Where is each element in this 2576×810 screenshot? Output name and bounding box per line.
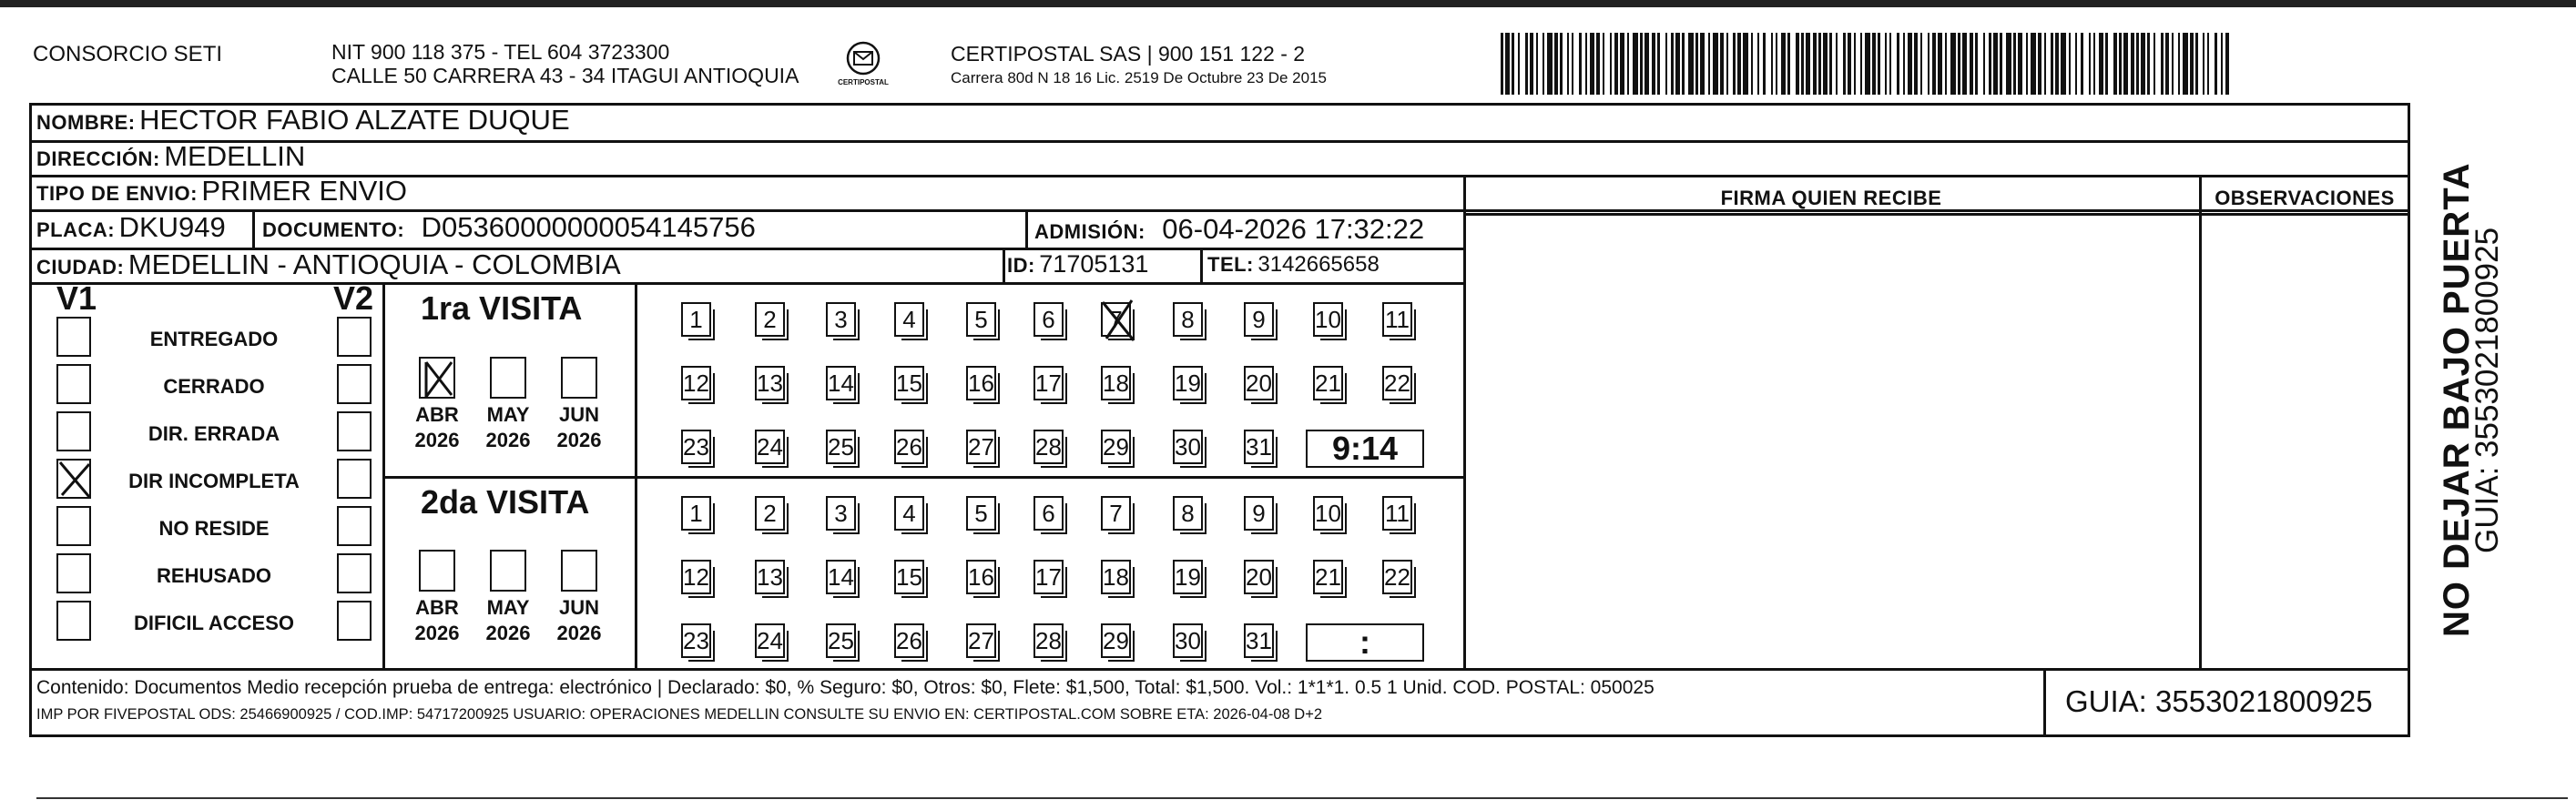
visit1-day-11[interactable]: 11 [1382, 302, 1412, 337]
visit2-month-name-0: ABR [415, 596, 459, 619]
visit1-day-25[interactable]: 25 [826, 430, 856, 464]
visit1-title: 1ra VISITA [421, 289, 583, 327]
status-label-2: DIR. ERRADA [148, 422, 280, 445]
visit2-day-16[interactable]: 16 [966, 560, 996, 594]
visit1-day-15[interactable]: 15 [894, 366, 924, 400]
obs-left-line [2199, 175, 2202, 671]
visit2-day-27[interactable]: 27 [966, 623, 996, 658]
visit1-month-name-0: ABR [415, 403, 459, 426]
visit2-day-23[interactable]: 23 [681, 623, 711, 658]
documento-label: DOCUMENTO: [262, 218, 405, 241]
status-label-5: REHUSADO [157, 564, 271, 587]
status-label-1: CERRADO [163, 375, 265, 398]
v1-checkbox-0[interactable] [56, 317, 91, 357]
v1-checkbox-2[interactable] [56, 411, 91, 451]
admision-label: ADMISIÓN: [1034, 220, 1145, 243]
ciudad-value: MEDELLIN - ANTIOQUIA - COLOMBIA [127, 248, 621, 280]
visit1-day-9[interactable]: 9 [1244, 302, 1274, 337]
v1-checkbox-4[interactable] [56, 506, 91, 546]
visit2-day-18[interactable]: 18 [1101, 560, 1131, 594]
direccion-value: MEDELLIN [164, 140, 306, 172]
visit2-day-15[interactable]: 15 [894, 560, 924, 594]
visit2-month-box-2[interactable] [561, 550, 597, 592]
row-line-5 [29, 282, 1464, 285]
status-label-0: ENTREGADO [149, 328, 279, 350]
visit2-day-31[interactable]: 31 [1244, 623, 1274, 658]
visit2-day-12[interactable]: 12 [681, 560, 711, 594]
v2-checkbox-5[interactable] [337, 553, 372, 593]
visit2-title: 2da VISITA [421, 483, 590, 521]
visit2-day-1[interactable]: 1 [681, 496, 711, 531]
documento-row [262, 211, 756, 244]
courier-line: CERTIPOSTAL SAS | 900 151 122 - 2 [951, 42, 1306, 66]
visit2-month-name-1: MAY [486, 596, 530, 619]
status-sep [382, 282, 385, 668]
tel-sep [1200, 248, 1203, 282]
visit1-day-27[interactable]: 27 [966, 430, 996, 464]
barcode-icon [1501, 33, 2229, 95]
visit1-month-box-1[interactable] [490, 357, 526, 399]
visit2-day-8[interactable]: 8 [1173, 496, 1203, 531]
visit1-day-20[interactable]: 20 [1244, 366, 1274, 400]
visit2-day-4[interactable]: 4 [894, 496, 924, 531]
id-row [1007, 250, 1148, 278]
admision-value: 06-04-2026 17:32:22 [1162, 213, 1425, 245]
visit2-month-year-0: 2026 [414, 622, 460, 644]
visit1-day-21[interactable]: 21 [1313, 366, 1343, 400]
visit1-day-17[interactable]: 17 [1033, 366, 1064, 400]
visit2-day-28[interactable]: 28 [1033, 623, 1064, 658]
visit1-day-26[interactable]: 26 [894, 430, 924, 464]
visit1-month-year-1: 2026 [485, 429, 531, 451]
tipo-row [36, 175, 407, 208]
observaciones-label: OBSERVACIONES [2215, 187, 2395, 209]
ciudad-label: CIUDAD: [36, 256, 125, 278]
visit1-day-14[interactable]: 14 [826, 366, 856, 400]
side-guia: GUIA: 3553021800925 [2469, 227, 2505, 553]
direccion-row [36, 140, 305, 173]
visit1-day-31[interactable]: 31 [1244, 430, 1274, 464]
status-label-6: DIFICIL ACCESO [133, 612, 294, 634]
firma-label: FIRMA QUIEN RECIBE [1720, 187, 1942, 209]
visit2-day-29[interactable]: 29 [1101, 623, 1131, 658]
frame-left [29, 103, 32, 737]
visit1-day-5[interactable]: 5 [966, 302, 996, 337]
frame-right [2408, 103, 2410, 737]
visit1-day-23[interactable]: 23 [681, 430, 711, 464]
v2-checkbox-2[interactable] [337, 411, 372, 451]
frame-bottom [29, 734, 2410, 737]
visit1-day-6[interactable]: 6 [1033, 302, 1064, 337]
tel-label: TEL: [1207, 253, 1254, 276]
visit1-day-24[interactable]: 24 [755, 430, 785, 464]
visit1-day-8[interactable]: 8 [1173, 302, 1203, 337]
company-name: CONSORCIO SETI [33, 42, 223, 66]
visit1-day-28[interactable]: 28 [1033, 430, 1064, 464]
visit2-time-box[interactable]: : [1306, 623, 1424, 662]
v1-checkbox-6[interactable] [56, 601, 91, 641]
visit1-day-12[interactable]: 12 [681, 366, 711, 400]
row-line-1 [29, 140, 2410, 143]
side-warning: NO DEJAR BAJO PUERTA [2437, 162, 2477, 637]
visit2-day-11[interactable]: 11 [1382, 496, 1412, 531]
visit1-day-22[interactable]: 22 [1382, 366, 1412, 400]
ciudad-row [36, 248, 621, 281]
visit1-day-13[interactable]: 13 [755, 366, 785, 400]
nit-line: NIT 900 118 375 - TEL 604 3723300 [331, 40, 670, 64]
nombre-row [36, 104, 570, 137]
visit2-day-21[interactable]: 21 [1313, 560, 1343, 594]
visit1-month-year-2: 2026 [556, 429, 602, 451]
visit2-day-17[interactable]: 17 [1033, 560, 1064, 594]
visit1-day-2[interactable]: 2 [755, 302, 785, 337]
v2-checkbox-3[interactable] [337, 459, 372, 499]
admision-sep [1025, 209, 1028, 248]
visit-sep [382, 476, 1463, 479]
visit1-day-4[interactable]: 4 [894, 302, 924, 337]
visit1-month-year-0: 2026 [414, 429, 460, 451]
visit1-day-18[interactable]: 18 [1101, 366, 1131, 400]
visit2-day-9[interactable]: 9 [1244, 496, 1274, 531]
admision-row [1034, 213, 1424, 246]
visit2-month-box-0[interactable] [419, 550, 455, 592]
visit2-day-26[interactable]: 26 [894, 623, 924, 658]
address-line: CALLE 50 CARRERA 43 - 34 ITAGUI ANTIOQUIA [331, 64, 799, 87]
visit1-day-3[interactable]: 3 [826, 302, 856, 337]
imp-text: IMP POR FIVEPOSTAL ODS: 25466900925 / COD.IMP: 54717200925 USUARIO: OPERACIONES MEDELLIN CONSULTE SU ENVIO EN: CERTIPOSTAL.COM SOBRE ETA: 2026-04-08 D+2 [36, 706, 1323, 723]
certipostal-logo [836, 38, 891, 93]
logo-text: CERTIPOSTAL [838, 78, 889, 86]
firma-header-line [1463, 213, 2410, 216]
id-value: 71705131 [1039, 250, 1149, 278]
visit2-month-year-2: 2026 [556, 622, 602, 644]
visit1-day-1[interactable]: 1 [681, 302, 711, 337]
visit1-month-name-2: JUN [558, 403, 599, 426]
visit2-day-19[interactable]: 19 [1173, 560, 1203, 594]
visit1-time-box[interactable]: 9:14 [1306, 430, 1424, 468]
visit2-day-2[interactable]: 2 [755, 496, 785, 531]
top-border [0, 0, 2576, 7]
bottom-edge-line [36, 797, 2568, 799]
placa-row [36, 211, 226, 244]
nombre-value: HECTOR FABIO ALZATE DUQUE [139, 104, 570, 136]
footer-guia-sep [2043, 668, 2046, 737]
placa-label: PLACA: [36, 218, 116, 241]
id-sep [1003, 248, 1005, 282]
v2-checkbox-6[interactable] [337, 601, 372, 641]
placa-doc-sep [252, 209, 255, 248]
v1-label: V1 [56, 279, 97, 317]
x-mark-icon [55, 457, 95, 502]
v1-checkbox-5[interactable] [56, 553, 91, 593]
visit2-day-20[interactable]: 20 [1244, 560, 1274, 594]
v2-checkbox-0[interactable] [337, 317, 372, 357]
v2-checkbox-4[interactable] [337, 506, 372, 546]
contenido-text: Contenido: Documentos Medio recepción prueba de entrega: electrónico | Declarado: $0, % Seguro: $0, Otros: $0, Flete: $1,500, Total: $1,500. Vol.: 1*1*1. 0.5 1 Unid. COD. POSTAL: 050025 [36, 677, 1655, 698]
visit2-day-13[interactable]: 13 [755, 560, 785, 594]
visit2-month-name-2: JUN [558, 596, 599, 619]
visit1-day-7[interactable]: 7 [1101, 302, 1131, 337]
visit1-day-30[interactable]: 30 [1173, 430, 1203, 464]
barcode [1501, 33, 2229, 95]
visit1-month-name-1: MAY [486, 403, 530, 426]
visit1-day-29[interactable]: 29 [1101, 430, 1131, 464]
visit1-day-10[interactable]: 10 [1313, 302, 1343, 337]
courier-sub: Carrera 80d N 18 16 Lic. 2519 De Octubre 23 De 2015 [951, 69, 1327, 86]
footer-guia: GUIA: 3553021800925 [2065, 684, 2373, 718]
tipo-value: PRIMER ENVIO [201, 175, 408, 207]
visit1-month-box-2[interactable] [561, 357, 597, 399]
v2-checkbox-1[interactable] [337, 364, 372, 404]
status-label-3: DIR INCOMPLETA [128, 470, 300, 492]
tipo-label: TIPO DE ENVIO: [36, 182, 198, 205]
v1-checkbox-3[interactable] [56, 459, 91, 499]
tel-value: 3142665658 [1257, 252, 1380, 277]
x-mark-icon [419, 357, 459, 402]
visit2-month-year-1: 2026 [485, 622, 531, 644]
row-line-6 [29, 668, 2410, 671]
placa-value: DKU949 [118, 211, 226, 243]
visit2-day-14[interactable]: 14 [826, 560, 856, 594]
v2-label: V2 [333, 279, 374, 317]
visit1-day-16[interactable]: 16 [966, 366, 996, 400]
visit2-day-22[interactable]: 22 [1382, 560, 1412, 594]
month-days-sep [635, 282, 637, 668]
visit1-month-box-0[interactable] [419, 357, 455, 399]
tel-row [1207, 252, 1380, 278]
visit2-day-3[interactable]: 3 [826, 496, 856, 531]
visit1-day-19[interactable]: 19 [1173, 366, 1203, 400]
visit2-day-6[interactable]: 6 [1033, 496, 1064, 531]
visit2-day-25[interactable]: 25 [826, 623, 856, 658]
nombre-label: NOMBRE: [36, 111, 136, 134]
visit2-day-24[interactable]: 24 [755, 623, 785, 658]
v1-checkbox-1[interactable] [56, 364, 91, 404]
direccion-label: DIRECCIÓN: [36, 147, 160, 170]
visit2-day-5[interactable]: 5 [966, 496, 996, 531]
visit2-month-box-1[interactable] [490, 550, 526, 592]
status-label-4: NO RESIDE [158, 517, 270, 540]
visit2-day-10[interactable]: 10 [1313, 496, 1343, 531]
documento-value: D05360000000054145756 [421, 211, 756, 243]
id-label: ID: [1007, 254, 1035, 277]
visit2-day-30[interactable]: 30 [1173, 623, 1203, 658]
visit2-day-7[interactable]: 7 [1101, 496, 1131, 531]
firma-left-line [1463, 175, 1466, 671]
